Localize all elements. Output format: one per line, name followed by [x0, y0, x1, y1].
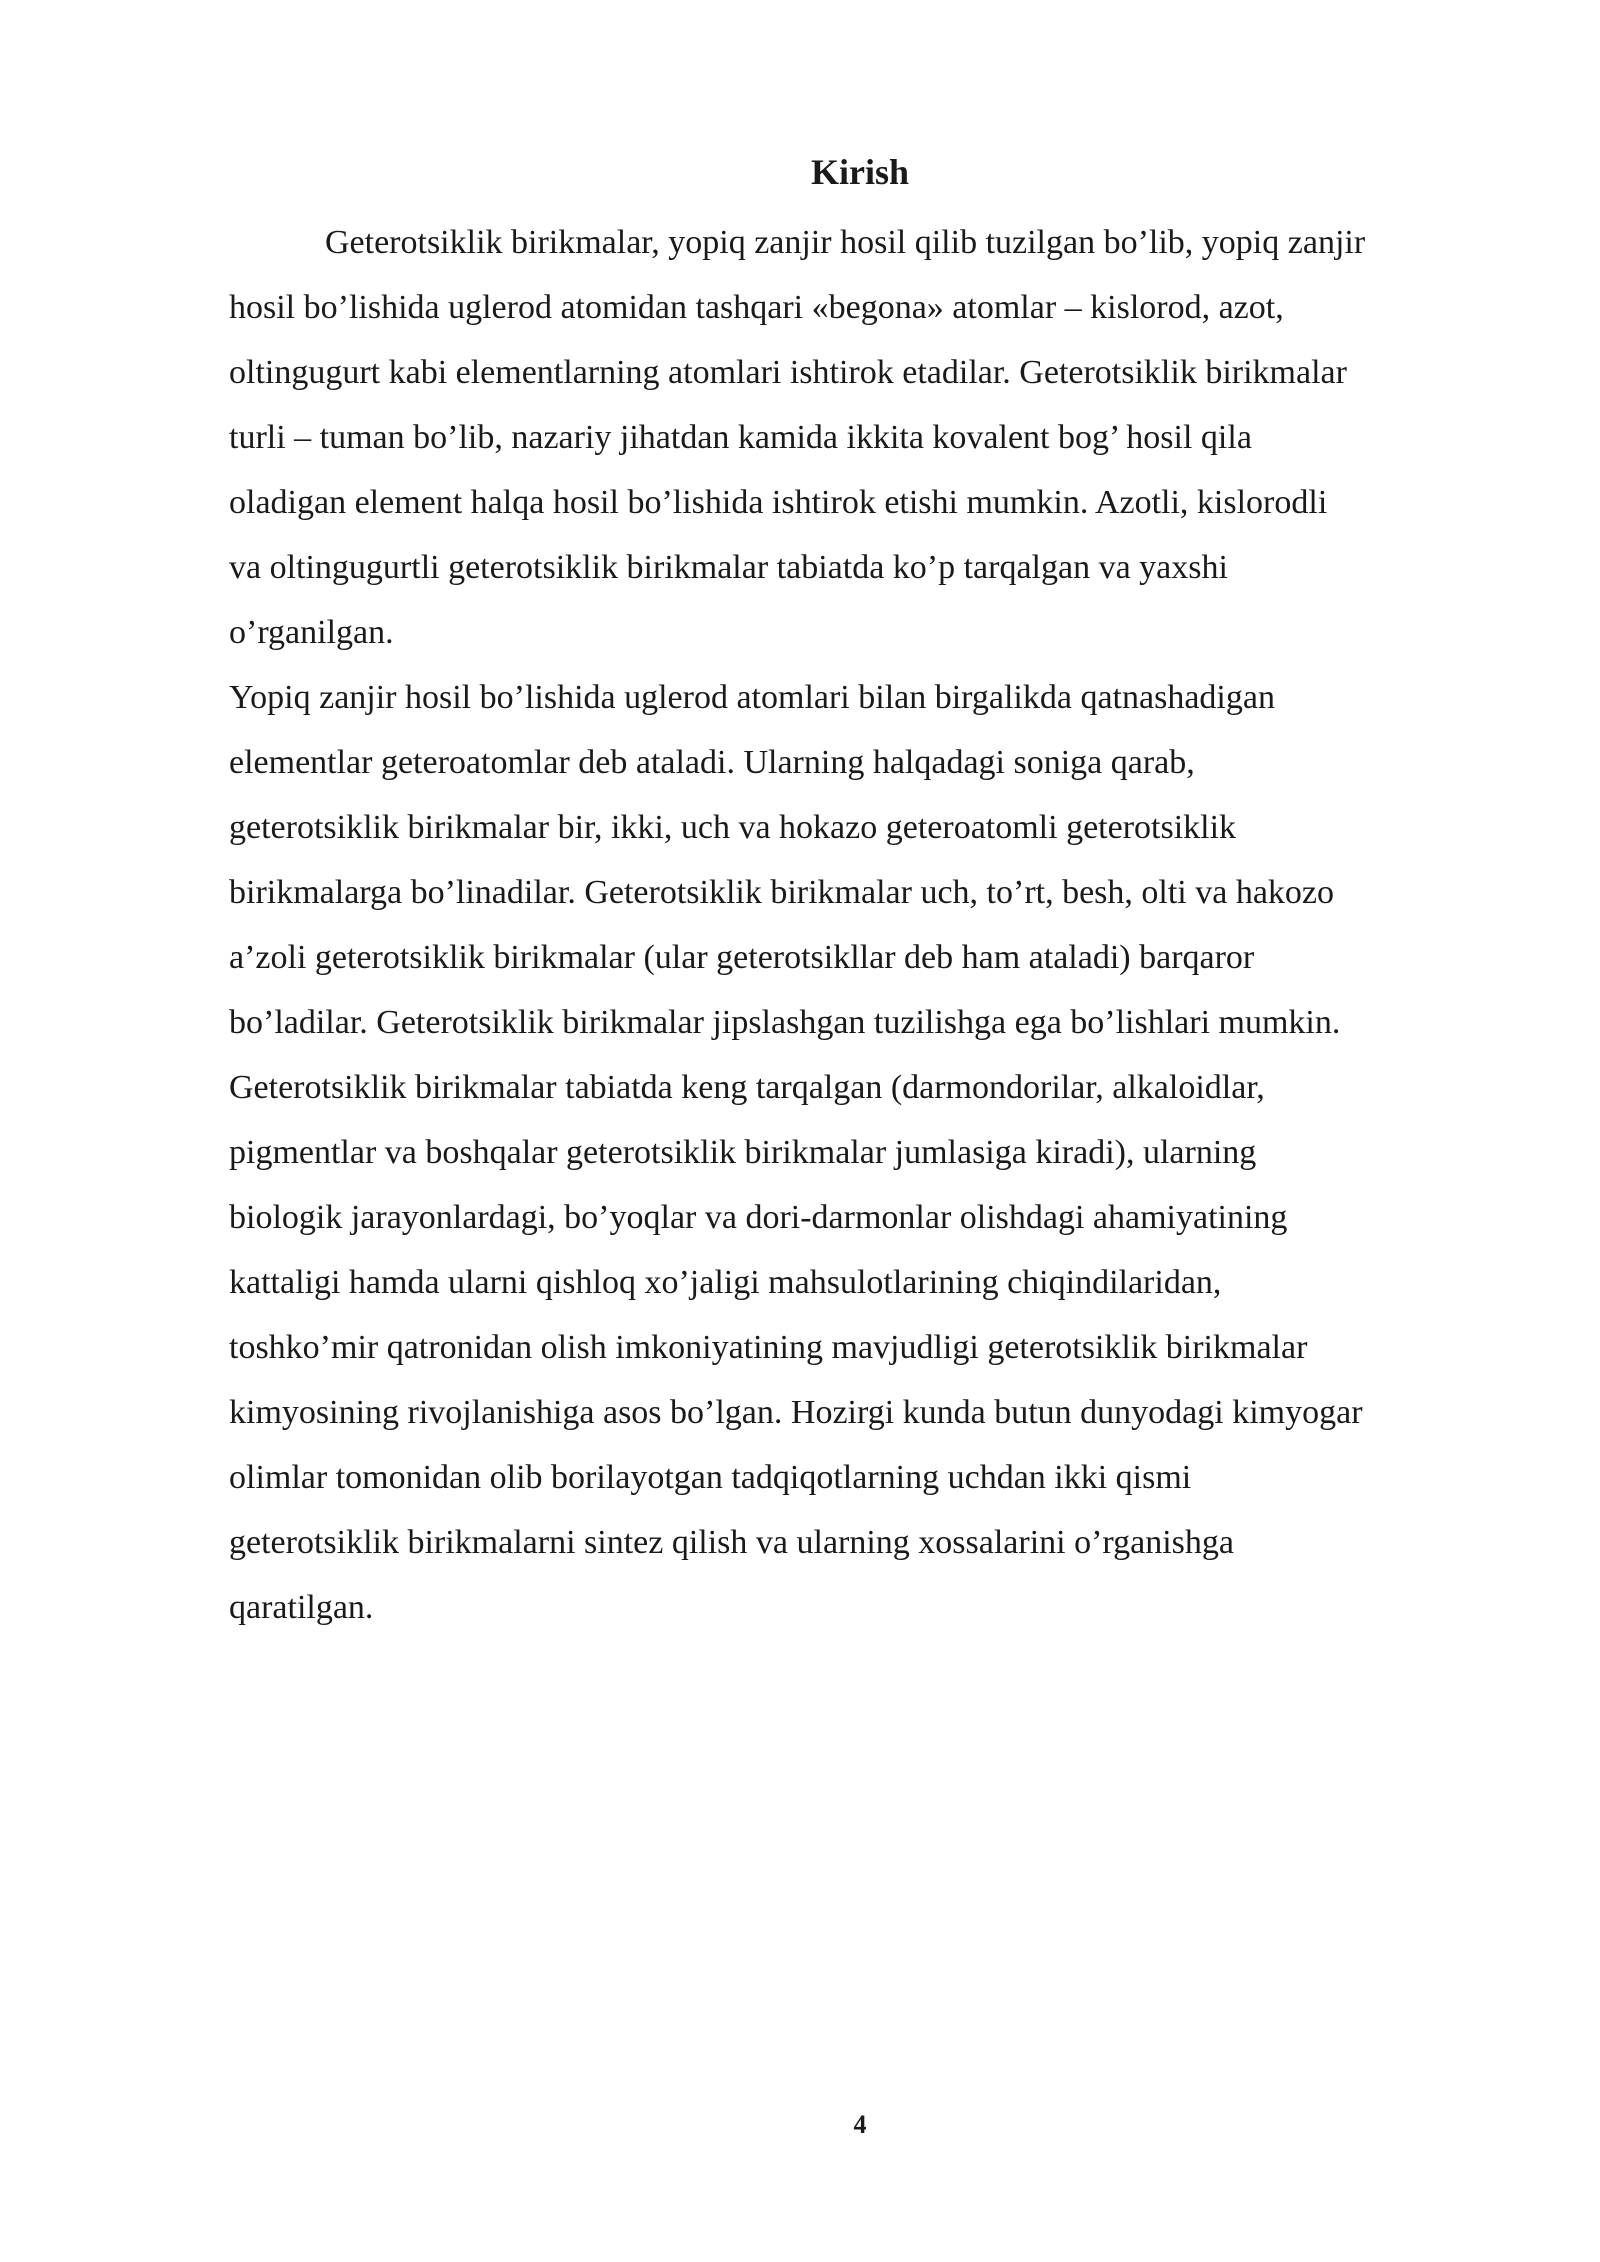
text-line: hosil bo’lishida uglerod atomidan tashqari «begona» atomlar – kislorod, azot, [229, 289, 1284, 326]
text-line: va oltingugurtli geterotsiklik birikmalar tabiatda ko’p tarqalgan va yaxshi [229, 549, 1228, 586]
text-line: turli – tuman bo’lib, nazariy jihatdan kamida ikkita kovalent bog’ hosil qila [229, 419, 1252, 456]
page-number: 4 [853, 2110, 867, 2139]
text-line: biologik jarayonlardagi, bo’yoqlar va dori-darmonlar olishdagi ahamiyatining [229, 1199, 1288, 1236]
text-line: Geterotsiklik birikmalar, yopiq zanjir hosil qilib tuzilgan bo’lib, yopiq zanjir [325, 224, 1366, 261]
text-line: oltingugurt kabi elementlarning atomlari ishtirok etadilar. Geterotsiklik birikmalar [229, 354, 1347, 391]
text-line: elementlar geteroatomlar deb ataladi. Ularning halqadagi soniga qarab, [229, 744, 1195, 781]
text-line: geterotsiklik birikmalarni sintez qilish va ularning xossalarini o’rganishga [229, 1524, 1234, 1561]
text-line: geterotsiklik birikmalar bir, ikki, uch va hokazo geteroatomli geterotsiklik [229, 809, 1237, 846]
text-line: a’zoli geterotsiklik birikmalar (ular geterotsikllar deb ham ataladi) barqaror [229, 939, 1255, 976]
text-line: olimlar tomonidan olib borilayotgan tadqiqotlarning uchdan ikki qismi [229, 1459, 1192, 1496]
text-line: pigmentlar va boshqalar geterotsiklik birikmalar jumlasiga kiradi), ularning [229, 1134, 1257, 1171]
text-line: birikmalarga bo’linadilar. Geterotsiklik birikmalar uch, to’rt, besh, olti va hakozo [229, 874, 1335, 911]
text-line: toshko’mir qatronidan olish imkoniyatining mavjudligi geterotsiklik birikmalar [229, 1329, 1308, 1366]
text-line: Geterotsiklik birikmalar tabiatda keng tarqalgan (darmondorilar, alkaloidlar, [229, 1069, 1265, 1106]
text-line: Yopiq zanjir hosil bo’lishida uglerod atomlari bilan birgalikda qatnashadigan [229, 679, 1275, 716]
text-line: kimyosining rivojlanishiga asos bo’lgan. Hozirgi kunda butun dunyodagi kimyogar [229, 1394, 1363, 1431]
text-line: bo’ladilar. Geterotsiklik birikmalar jipslashgan tuzilishga ega bo’lishlari mumkin. [229, 1004, 1341, 1041]
text-line: kattaligi hamda ularni qishloq xo’jaligi mahsulotlarining chiqindilaridan, [229, 1264, 1222, 1301]
text-line: o’rganilgan. [229, 614, 394, 651]
text-line: oladigan element halqa hosil bo’lishida ishtirok etishi mumkin. Azotli, kislorodli [229, 484, 1328, 521]
text-line: qaratilgan. [229, 1589, 374, 1626]
section-title: Kirish [810, 152, 909, 192]
body-text [229, 210, 1494, 1640]
